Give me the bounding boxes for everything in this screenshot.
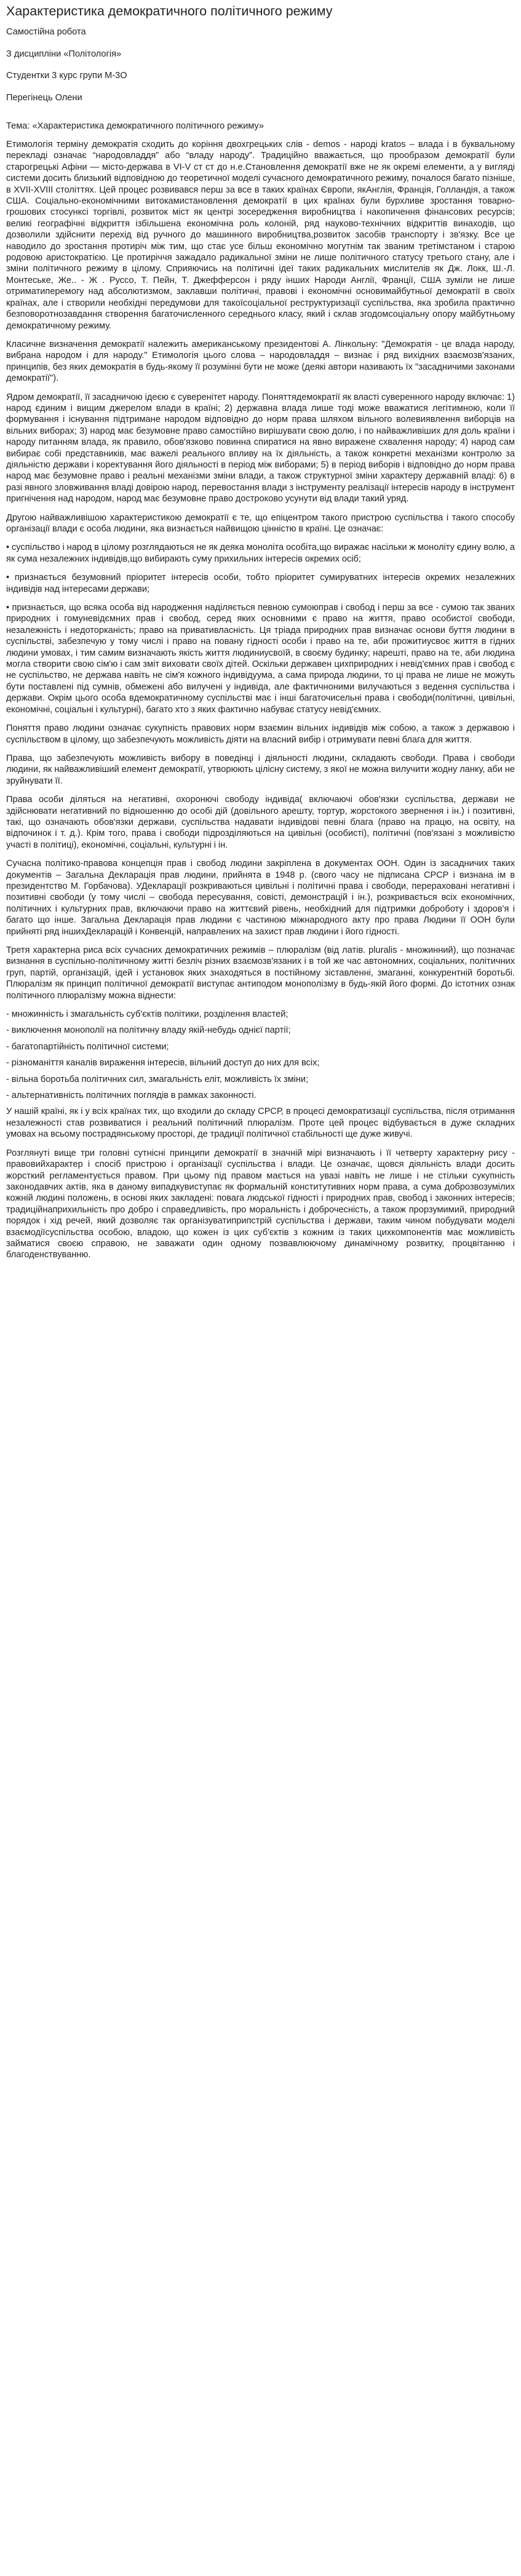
list-item: - множинність і змагальність суб'єктів політики, розділення властей; [6,1009,288,1020]
paragraph: Права, що забезпечують можливість вибору в поведінці і діяльності людини, складають свободи. Права і свободи людини, як найважливіший елемент демократії, утворюють цілісну систему, з якої не можна вилучити жодну ланку, аби не зруйнувати її. [6,753,515,786]
paragraph: • признається безумовний пріоритет інтересів особи, тобто пріоритет сумируватних інтересів окремих незалежних індивідів над інтересами держави; [6,573,515,594]
list-item: - виключення монополії на політичну владу якій-небудь однієї партії; [6,1025,291,1036]
meta-line: Перегінець Олени [6,92,82,103]
list-item: - різноманіття каналів вираження інтересів, вільний доступ до них для всіх; [6,1058,320,1068]
list-item: - вільна боротьба політичних сил, змагальність еліт, можливість їх зміни; [6,1074,309,1084]
list-item: - альтернативність політичних поглядів в рамках законності. [6,1091,257,1101]
document-body [6,139,515,1261]
paragraph: Другою найважливішою характеристикою демократії є те, що епіцентром такого пристрою суспільства і такого способу організації влади є особа людини, яка визнається найвищою цінністю в країні. Це означає: [6,512,515,534]
document-meta [6,25,515,105]
paragraph: Сучасна політико-правова концепція прав і свобод людини закріплена в документах ООН. Один із засадничих таких документів – Загальна Декларація прав людини, прийнята в 1948 р. (свого часу не підписана СРСР і визнана ім в президентство М. Горбачова). УДекларації розкриваються цивільні і політичні права і свободи, перераховані негативні і позитивні свободи (у тому числі – свобода пересування, совісті, демонстрацій і ін.), розкривається всіх економічних, політичних і культурних прав, включаючи право на життєвий рівень, необхідний для підтримки доброботу і здоров'я і багато що інше. Загальна Декларація прав людини є частиною міжнародного акту про права Людини її ООН були прийняті ряд іншихДекларацій і Конвенцій, направлених на захист прав людини і його гідності. [6,859,515,937]
paragraph: • суспільство і народ в цілому розглядаються не як деяка моноліта особіта,що виражає насільки ж моноліту єдину волю, а як сума незалежних індивідів,що вибирають суму прихильних інтересів окремих осіб; [6,543,515,564]
document-title: Характеристика демократичного політичного режиму [6,4,333,18]
document-page [0,0,521,1274]
paragraph: Ядром демократії, її засадничою ідеєю є суверенітет народу. Поняттядемократії як власті суверенного народу включає: 1) народ єдиним і вищим джерелом влади в країні; 2) державна влада лише тоді може вважатися легітимною, коли її формування і існування підтримане народом відповідно до норм права шляхом вільного волевиявлення виборців на вільних виборах; 3) народ має безумовне право самостійно вирішувати свою долю, і по найважливіших для доль країни і народу питанням влада, як правило, обов'язково повинна спиратися на явно виражене схвалення народу; 4) народ сам вибирає собі представників, має важелі реального впливу на їх діяльність, а також конкретні механізми контролю за діяльністю держави і коректування його діяльності в період між виборами; 5) в період виборів і відповідно до норм права народ має безумовне право і реальні механізми зміни влади, а також структурної зміни характеру державній владі: 6) в разі явного зловживання владі довірою народ, перевостання влади з інструменту реалізації інтересів народу в інструмент пригнічення над народом, народ має безумовне право достроково усунути від влади такий уряд. [6,392,515,504]
paragraph: Класичне визначення демократії належить американському президентові А. Лінкольну: "Демократія - це влада народу, вибрана народом і для народу." Етимологія цього слова – народовладдя – визнає і ряд вихідних взаємозв'язаних, принципів, без яких демократія в будь-якому її розумінні бути не може (деякі автори називають їх "засадничими законами демократії"). [6,339,515,384]
paragraph: У нашій країні, як і у всіх країнах тих, що входили до складу СРСР, в процесі демократизації суспільства, після отримання незалежності став розвиватися і реальний політичний плюралізм. Проте цей процес відбувається в дуже складних умовах на всьому пострадянському просторі, де традиції політичної стабільності ще дуже живучі. [6,1107,515,1140]
paragraph: Розглянуті вище три головні сутнісні принципи демократії в значній мірі визначають і її четверту характерну рису - правовийхарактер і спосіб пристрою і організації суспільства і влади. Це означає, щовся діяльність влади досить жорсткий регламентується правом. При цьому під правом мається на увазі навіть не лише і не стільки сукупність законодавчих актів, яка в даному випадкувиступає як формальній конститутивних норм права, а сума доброзвозумілих кожній людині положень, в основі яких закладені: повага людської гідності і природних прав, свобод і законних інтересів; традиційнаприхильність про добро і справедливість, про моральність і доброчесність, а також прорзумимий, природний порядок і хід речей, який дозволяє так організуватиприпстрій суспільства і держави, таким чином побудувати моделі взаємодіїсуспільства особою, владою, що кожен із цих суб'єктів з кожним із таких цихкомпонентів має можливість займатися своєю справою, не заважати один одному позвавлюючому динамічному розвитку, процвітанню і благоденствуванню. [6,1148,515,1260]
paragraph: Третя характерна риса всіх сучасних демократичних режимів – плюралізм (від латів. pluralis - множинний), що позначає визнання в суспільно-політичному житті безліч різних взаємозв'язаних і в той же час автономних, соціальних, політичних груп, партій, організацій, ідей і установок яких знаходяться в постійному зіставленні, змаганні, конкурентній боротьбі. Плюралізм як принцип політичної демократії виступає антиподом монополізму в будь-якій його формі. До істотних ознак політичного плюралізму можна віднести: [6,945,515,1001]
paragraph: Поняття право людини означає сукупність правових норм взаємин вільних індивідів між собою, а також з державою і суспільством в цілому, що забезпечують можливість діяти на власний вибір і отримувати певні блага для життя. [6,723,515,745]
list-item: - багатопартійність політичної системи; [6,1041,169,1052]
paragraph: Права особи діляться на негативні, охоронючі свободу індивіда( включаючі обов'язки суспільства, держави не здійснювати негативний по відношенню до особі дій (довільного арешту, тортур, жорстокого звернення і ін.) і позитивні, такі, що означають обов'язки держави, суспільства надавати індивідові певні блага (право на працю, на освіту, на відпочинок і т. д.). Крім того, права і свободи підрозділяються на цивільні (особисті), політичні (пов'язані з можливістю участі в політиці), економічні, соціальні, культурні і ін. [6,795,515,850]
paragraph: Етимологія терміну демократія сходить до коріння двохгрецьких слів - demos - народі kratos – влада і в буквальному перекладі означає “народовладдя” або “владу народу”. Традиційно вважається, що прообразом демократії були старогрецькі Афіни — місто-держава в VI-V ст ст до н.е.Становлення демократії вже не як окремі елементи, а у вигляді системи досить близький відповідною до теоретичної моделі сучасного демократичного режиму, почалося багато пізніше, в XVII-XVIII століттях. Цей процес розвивався перш за все в таких країнах Європи, якАнглія, Франція, Голландія, а також США. Соціально-економічними витокамистановлення демократії в цих країнах були бурхливе зростання товарно-грошових стосунксі торгівлі, розвиток міст як центрі зосередження виробництва і накопичення фінансових ресурсів; великі географічні відкриття ізбільшена економічна роль колоній, ряд науково-технічних відкриттів винаходів, що дозволили здійснити перехід від ручного до машинного виробництва,розвиток засобів транспорту і зв'язку. Все це наводило до зростання протиріч між тим, що стає усе більш економічно могутнім так званим третімстаном і старою родовою аристократією. Це протиріччя зажадало радикальної зміни не лише політичного статусу третього стану, але і зміни політичного режиму в цілому. Сприяючись на політичні ідеї таких радикальних мислителів як Дж. Локк, Ш.-Л. Монтеське, Же.. - Ж . Руссо, Т. Пейн, Т. Джефферсон і ряду інших Народи Англії, Франції, США зуміли не лише отриматиперемогу над абсолютизмом, заклавши політичні, правові і економічні основимайбутньої демократії в своїх країнах, але і створили необхідні передумови для такоїсоціальної реструктуризації суспільства, яка зробила практично безповоротнозавдання створення багаточисленного середнього класу, який і склав згодомсоціальну опору майбутньому демократичному режиму. [6,140,515,331]
meta-line: Студентки 3 курс групи М-3О [6,71,127,81]
meta-line: З дисципліни «Політологія» [6,49,122,59]
paragraph: • признається, що всяка особа від народження наділяється певною сумоюправ і свобод і перш за все - сумою так званих природних і гомуневідємних прав і свобод, серед яких основними є право на життя, право особистої свободи, незалежність і недоторканість; право на привативласність. Ця тріада природних прав визначає основи буття людини в суспільстві, забезпечую у тому числі і право на повану гідності особи і право на те, аби прожитиусвоє життя в гідних людини умовах, і тим самим визначають якість життя людиниусвоїй, в своєму будинку; нарешті, право на те, аби людина могла створити свою сім'ю і сам зміт виховати своїх дітей. Оскільки державен цихприродних і невід'ємних прав і свобод є не суспільство, не держава навіть не сім'я кожного індивідуума, а сама природа людини, то ці права не лише не можуть бути поставлені під сумнів, обмежені або вилучені у індивіда, але фактичноними вилучаються з ведення суспільства і держави. Окрім цього особа вдемократичному суспільстві має і інші багаточисельні права і свободи(політичні, цивільні, економічні, соціальні і культурні), багато хто з яких фактично набуває статусу невід'ємних. [6,603,515,715]
meta-line: Самостійна робота [6,27,86,37]
topic-line: Тема: «Характеристика демократичного політичного режиму» [6,121,264,131]
